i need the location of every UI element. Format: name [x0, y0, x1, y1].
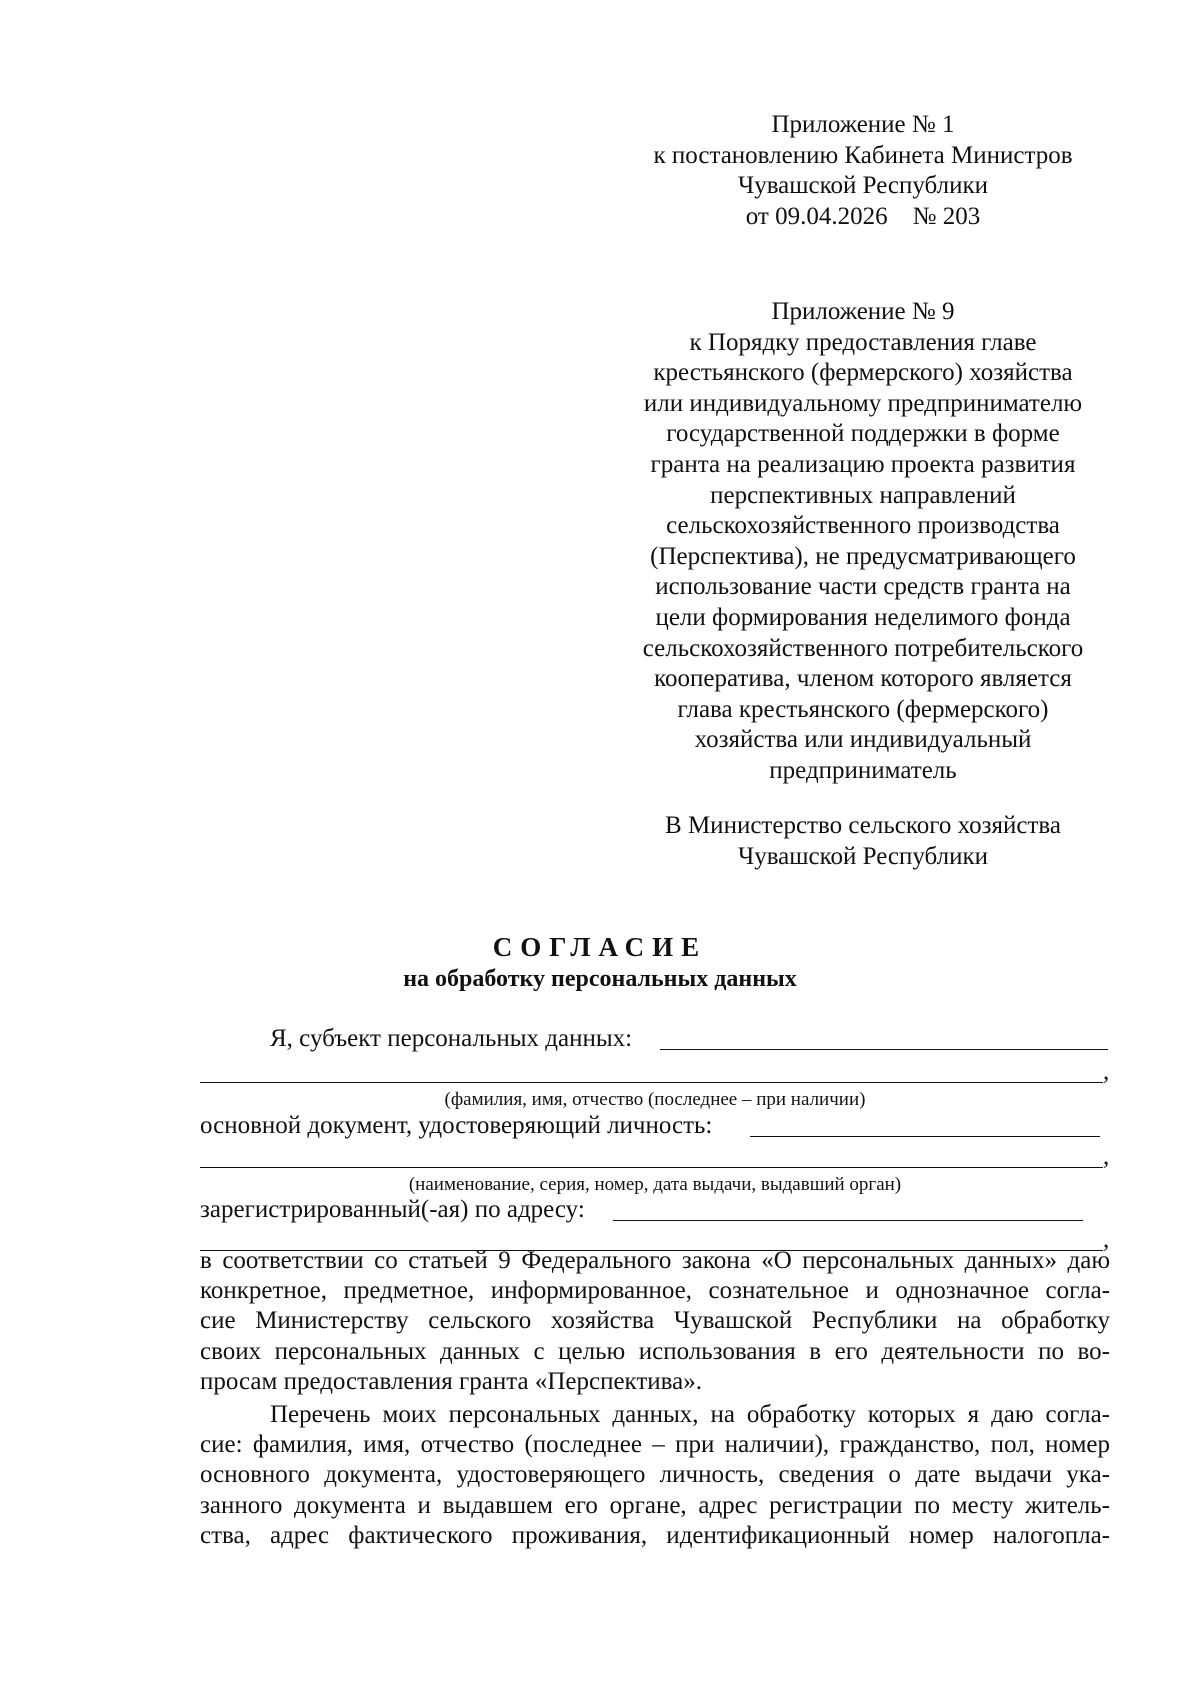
appendix-9-line: предприниматель [769, 756, 957, 784]
document-caption: (наименование, серия, номер, дата выдачи, выдавший орган) [408, 1174, 902, 1195]
appendix-9-line: (Перспектива), не предусматривающего [650, 542, 1076, 570]
paragraph-line: просам предоставления гранта «Перспектива». [200, 1367, 703, 1395]
comma: , [1103, 1143, 1110, 1170]
data-list-paragraph [200, 1400, 1110, 1551]
appendix-9-line: кооператива, членом которого является [654, 665, 1072, 693]
full-name-blank-line[interactable] [200, 1082, 1103, 1083]
paragraph-line: ства, адрес фактического проживания, идентификационный номер налогопла- [200, 1521, 1110, 1549]
paragraph-line: Перечень моих персональных данных, на обработку которых я даю согла- [270, 1401, 1110, 1428]
comma: , [1103, 1058, 1110, 1085]
appendix-9-line: крестьянского (фермерского) хозяйства [653, 359, 1073, 387]
document-label: основной документ, удостоверяющий личность: [200, 1112, 713, 1139]
consent-paragraph [200, 1246, 1110, 1397]
appendix-9-line: хозяйства или индивидуальный [694, 726, 1032, 754]
appendix-9-line: сельскохозяйственного производства [666, 512, 1060, 540]
comma: , [1103, 1226, 1110, 1253]
document-subtitle: на обработку персональных данных [403, 966, 797, 992]
appendix-9-line: гранта на реализацию проекта развития [650, 450, 1076, 478]
appendix-1-header [620, 110, 1106, 232]
full-name-caption: (фамилия, имя, отчество (последнее – при наличии) [444, 1089, 866, 1110]
document-details-blank-line[interactable] [200, 1167, 1103, 1168]
subject-row [200, 1024, 1110, 1054]
appendix-9-line: цели формирования неделимого фонда [655, 603, 1071, 631]
subject-label: Я, субъект персональных данных: [270, 1025, 633, 1052]
appendix-9-line: сельскохозяйственного потребительского [642, 634, 1084, 662]
address-blank-line[interactable] [613, 1220, 1083, 1221]
document-row [200, 1111, 1110, 1141]
document-details-row [200, 1142, 1110, 1172]
address-label: зарегистрированный(-ая) по адресу: [200, 1196, 585, 1223]
appendix-9-line: государственной поддержки в форме [666, 420, 1060, 448]
paragraph-line: сие Министерству сельского хозяйства Чувашской Республики на обработку [200, 1307, 1110, 1335]
paragraph-line: занного документа и выдавшем его органе, адрес регистрации по месту житель- [200, 1491, 1110, 1519]
document-blank-line[interactable] [750, 1136, 1100, 1137]
appendix-1-date-line: от 09.04.2026 № 203 [745, 202, 981, 230]
appendix-9-line: Приложение № 9 [771, 298, 955, 325]
appendix-1-line: Приложение № 1 [771, 111, 955, 138]
appendix-1-line: к постановлению Кабинета Министров [653, 141, 1073, 169]
appendix-9-line: к Порядку предоставления главе [689, 328, 1037, 356]
appendix-9-line: или индивидуальному предпринимателю [643, 389, 1083, 417]
appendix-9-line: использование части средств гранта на [655, 573, 1071, 601]
appendix-9-line: перспективных направлений [710, 481, 1016, 509]
paragraph-line: конкретное, предметное, информированное, сознательное и однозначное согла- [200, 1277, 1110, 1305]
paragraph-line: сие: фамилия, имя, отчество (последнее – при наличии), гражданство, пол, номер [200, 1431, 1110, 1459]
paragraph-line: в соответствии со статьей 9 Федерального закона «О персональных данных» даю [200, 1247, 1110, 1274]
addressee [620, 811, 1106, 872]
document-title: СОГЛАСИЕ [492, 932, 708, 962]
addressee-line: В Министерство сельского хозяйства [665, 812, 1061, 839]
appendix-1-line: Чувашской Республики [737, 172, 989, 200]
appendix-9-line: глава крестьянского (фермерского) [677, 695, 1049, 723]
address-row [200, 1195, 1110, 1225]
paragraph-line: основного документа, удостоверяющего личность, сведения о дате выдачи ука- [200, 1461, 1110, 1489]
paragraph-line: своих персональных данных с целью использования в его деятельности по во- [200, 1337, 1110, 1365]
addressee-line: Чувашской Республики [737, 842, 989, 870]
subject-name-row [200, 1057, 1110, 1087]
subject-blank-line[interactable] [660, 1049, 1108, 1050]
appendix-9-header [620, 297, 1106, 787]
